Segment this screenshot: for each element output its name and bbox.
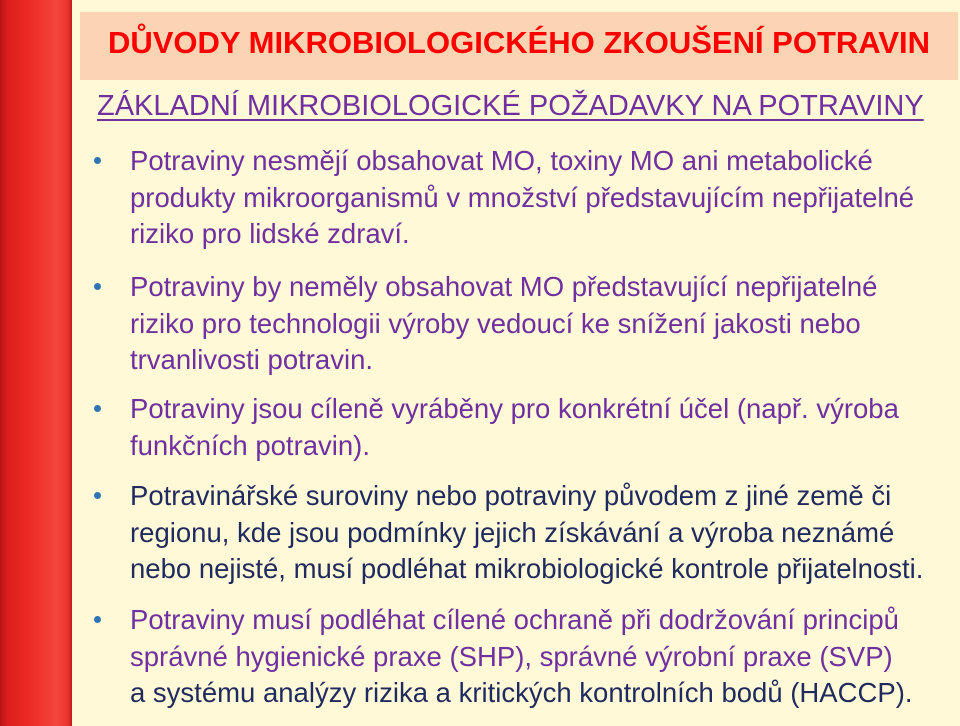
bullet-line: Potraviny nesmějí obsahovat MO, toxiny MO ani metabolické [130, 145, 873, 176]
bullet-line: Potravinářské suroviny nebo potraviny původem z jiné země či [130, 480, 892, 511]
bullet-line: riziko pro lidské zdraví. [130, 218, 410, 249]
bullet-icon [94, 616, 101, 623]
list-item [130, 269, 877, 379]
bullet-line: správné hygienické praxe (SHP), správné výrobní praxe (SVP) [130, 640, 893, 672]
bullet-line: Potraviny by neměly obsahovat MO představující nepřijatelné [130, 271, 878, 302]
title-banner [80, 12, 958, 80]
list-item [130, 143, 914, 253]
bullet-line: nebo nejisté, musí podléhat mikrobiologické kontrole přijatelnosti. [130, 553, 924, 584]
bullet-icon [94, 492, 101, 499]
side-accent-band [0, 0, 72, 726]
bullet-icon [94, 405, 101, 412]
bullet-line: produkty mikroorganismů v množství představujícím nepřijatelné [130, 181, 915, 213]
slide-title: DŮVODY MIKROBIOLOGICKÉHO ZKOUŠENÍ POTRAVIN [107, 25, 931, 60]
bullet-line: Potraviny musí podléhat cílené ochraně při dodržování principů [130, 604, 899, 635]
list-item [130, 391, 899, 464]
bullet-icon [94, 283, 101, 290]
slide-subtitle: ZÁKLADNÍ MIKROBIOLOGICKÉ POŽADAVKY NA POTRAVINY [97, 90, 924, 122]
bullet-icon [94, 157, 101, 164]
list-item [130, 602, 913, 712]
bullet-line: riziko pro technologii výroby vedoucí ke snížení jakosti nebo [130, 307, 861, 339]
bullet-line: a systému analýzy rizika a kritických kontrolních bodů (HACCP). [130, 677, 913, 708]
bullet-line: funkčních potravin). [130, 429, 370, 461]
bullet-line: trvanlivosti potravin. [130, 344, 374, 375]
bullet-line: regionu, kde jsou podmínky jejich získávání a výroba neznámé [130, 516, 895, 548]
list-item [130, 478, 923, 588]
bullet-line: Potraviny jsou cíleně vyráběny pro konkrétní účel (např. výroba [130, 393, 899, 424]
